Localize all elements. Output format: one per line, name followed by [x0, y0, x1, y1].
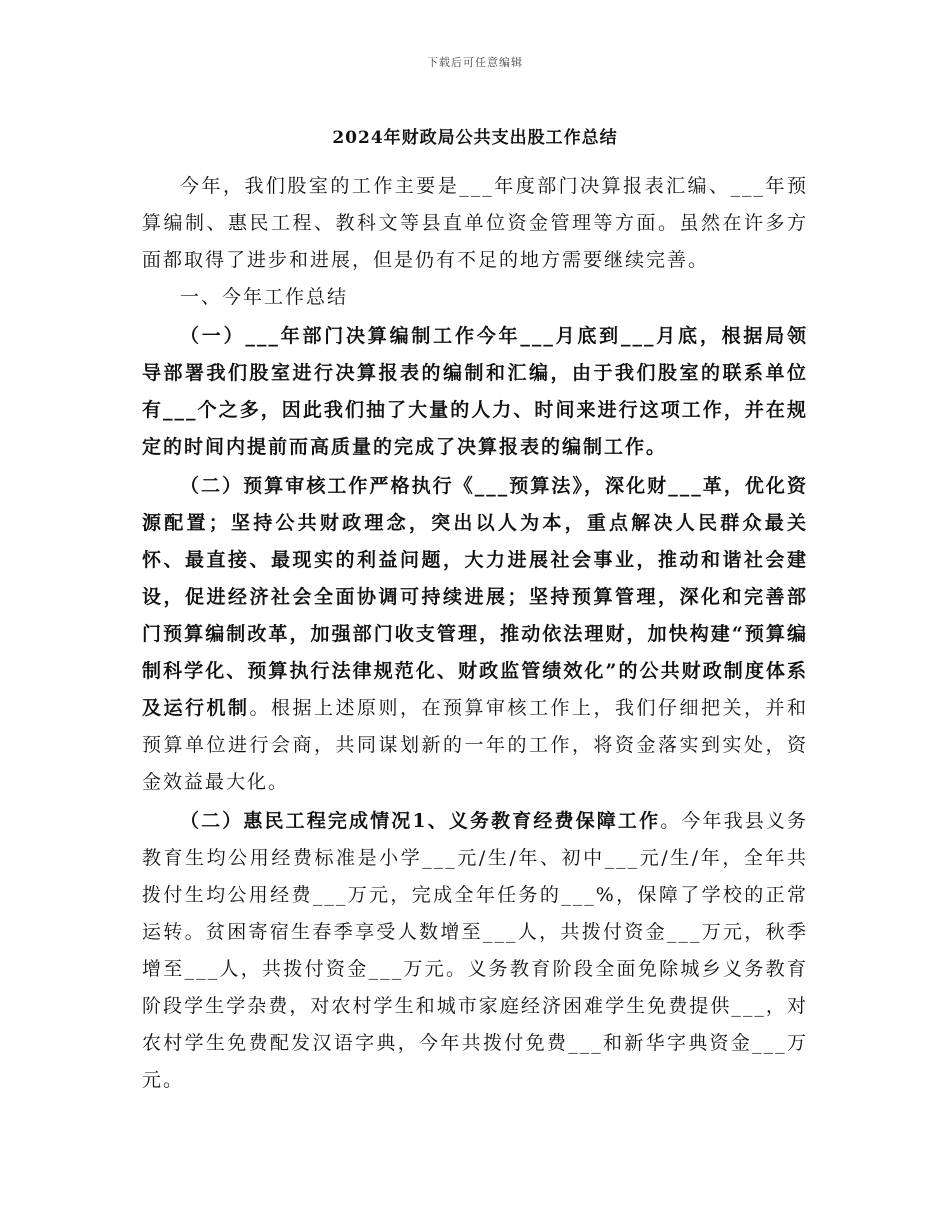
paragraph-budget-review-normal: 。根据上述原则，在预算审核工作上，我们仔细把关，并和预算单位进行会商，共同谋划新的一年的工作，将资金落实到实处，资金效益最大化。 — [142, 697, 808, 793]
paragraph-budget-review-bold: （二）预算审核工作严格执行《___预算法》，深化财___革，优化资源配置；坚持公共财政理念，突出以人为本，重点解决人民群众最关怀、最直接、最现实的利益问题，大力进展社会事业，推动和谐社会建设，促进经济社会全面协调可持续进展；坚持预算管理，深化和完善部门预算编制改革，加强部门收支管理，推动依法理财，加快构建“预算编制科学化、预算执行法律规范化、财政监管绩效化”的公共财政制度体系及运行机制 — [142, 475, 808, 719]
paragraph-welfare-projects-bold: （二）惠民工程完成情况1、义务教育经费保障工作 — [180, 810, 661, 832]
document-title: 2024年财政局公共支出股工作总结 — [332, 128, 618, 148]
paragraph-final-accounts: （一）___年部门决算编制工作今年___月底到___月底，根据局领导部署我们股室进行决算报表的编制和汇编，由于我们股室的联系单位有___个之多，因此我们抽了大量的人力、时间来进行这项工作，并在规定的时间内提前而高质量的完成了决算报表的编制工作。 — [142, 325, 808, 458]
paragraph-budget-review — [142, 468, 808, 801]
paragraph-welfare-projects-normal: 。今年我县义务教育生均公用经费标准是小学___元/生/年、初中___元/生/年，全年共拨付生均公用经费___万元，完成全年任务的___%，保障了学校的正常运转。贫困寄宿生春季享受人数增至___人，共拨付资金___万元，秋季增至___人，共拨付资金___万元。义务教育阶段全面免除城乡义务教育阶段学生学杂费，对农村学生和城市家庭经济困难学生免费提供___，对农村学生免费配发汉语字典，今年共拨付免费___和新华字典资金___万元。 — [142, 810, 808, 1091]
page-header-note: 下载后可任意编辑 — [427, 56, 523, 69]
section-heading: 一、今年工作总结 — [180, 286, 349, 308]
intro-paragraph: 今年，我们股室的工作主要是___年度部门决算报表汇编、___年预算编制、惠民工程、教科文等县直单位资金管理等方面。虽然在许多方面都取得了进步和进展，但是仍有不足的地方需要继续完善。 — [142, 175, 808, 271]
document-body — [142, 118, 808, 1099]
paragraph-welfare-projects — [142, 803, 808, 1099]
